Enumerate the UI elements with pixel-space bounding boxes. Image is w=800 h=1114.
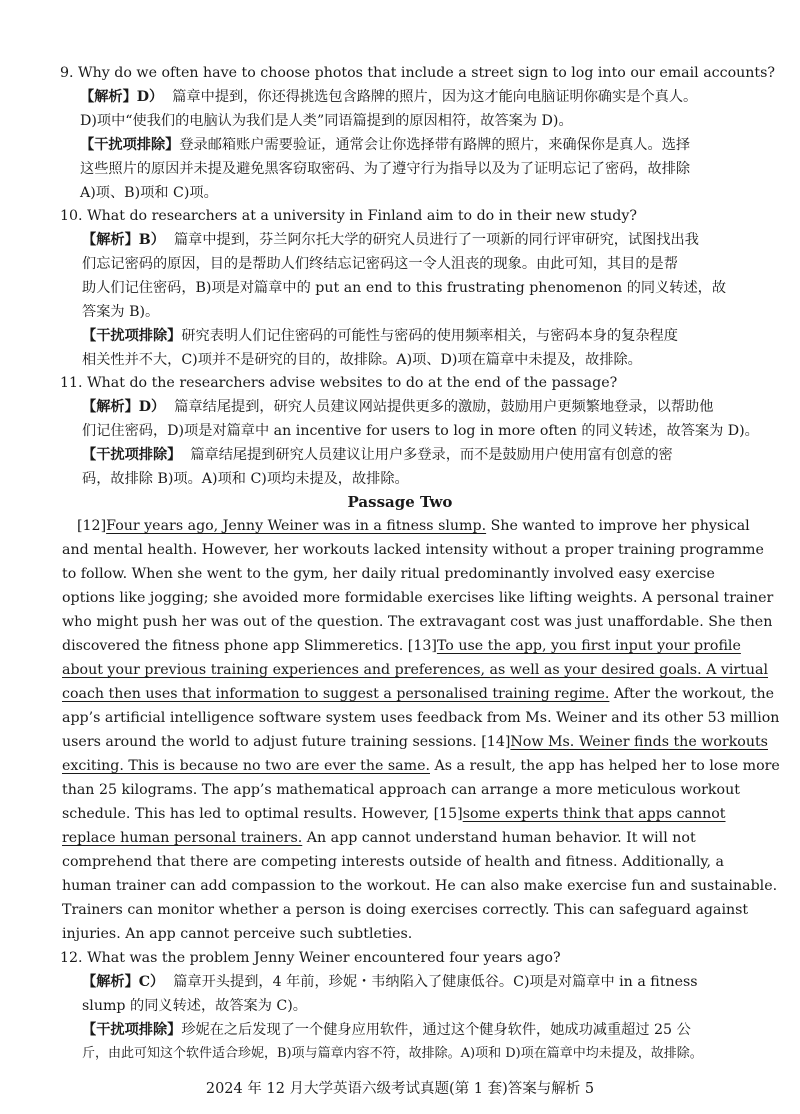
passage-line [62, 636, 741, 658]
analysis-text: 们记住密码，D)项是对篇章中 an incentive for users to log in more often 的同义转述，故答案为 D)。 [82, 423, 759, 439]
analysis-text: 篇章结尾提到，研究人员建议网站提供更多的激励，鼓励用户更频繁地登录，以帮助他 [174, 399, 714, 415]
underlined-sentence: exciting. This is because no two are ever the same. [62, 758, 430, 774]
distractor-text-part: 及，故排除。 [624, 1046, 703, 1061]
analysis-tag: 【解析】B） [82, 232, 165, 248]
passage-line: who might push her was out of the question. The extravagant cost was just unaffordable. She then [62, 614, 773, 630]
passage-line [62, 732, 768, 754]
passage-text: An app cannot understand human behavior. It will not [302, 830, 696, 846]
underlined-sentence: replace human personal trainers. [62, 830, 303, 846]
underlined-sentence: Now Ms. Weiner finds the workouts [510, 734, 768, 750]
distractor-tag: 【干扰项排除】 [82, 328, 182, 344]
analysis-tag: 【解析】C） [82, 974, 165, 990]
passage-text: As a result, the app has helped her to lose more [430, 758, 780, 774]
passage-line [62, 828, 696, 850]
passage-line: injuries. An app cannot perceive such subtleties. [62, 926, 413, 942]
question-11-text: 11. What do the researchers advise websites to do at the end of the passage? [60, 375, 618, 391]
distractor-text: 篇章结尾提到研究人员建议让用户多登录，而不是鼓励用户使用富有创意的密 [190, 447, 673, 463]
passage-text: users around the world to adjust future training sessions. [62, 734, 482, 750]
distractor-line [82, 326, 678, 348]
distractor-tag: 【干扰项排除】 [82, 447, 182, 463]
analysis-line [80, 87, 697, 109]
analysis-tag: 【解析】D） [80, 89, 164, 105]
analysis-text: 们忘记密码的原因，目的是帮助人们终结忘记密码这一令人沮丧的现象。由此可知，其目的是帮 [82, 256, 678, 272]
distractor-line [82, 1020, 691, 1042]
question-9-text: 9. Why do we often have to choose photos that include a street sign to log into our email accounts? [60, 65, 775, 81]
passage-line: to follow. When she went to the gym, her daily ritual predominantly involved easy exercise [62, 566, 715, 582]
distractor-text-part: 斤，由此可知这个软件适合珍妮，B)项与篇章内容不符，故排除。A)项和 D)项在篇章中均未提 [82, 1046, 625, 1061]
passage-line: human trainer can add compassion to the workout. He can also make exercise fun and sustainable. [62, 878, 778, 894]
question-marker-12: [12] [77, 518, 107, 534]
analysis-text: 篇章中提到，你还得挑选包含路牌的照片，因为这才能向电脑证明你确实是个真人。 [172, 89, 698, 105]
distractor-tag: 【干扰项排除】 [82, 1022, 182, 1038]
analysis-line [82, 972, 698, 994]
passage-line: and mental health. However, her workouts lacked intensity without a proper training programme [62, 542, 764, 558]
question-marker-14: [14] [481, 734, 511, 750]
passage-text: After the workout, the [609, 686, 774, 702]
analysis-text: D)项中“使我们的电脑认为我们是人类”同语篇提到的原因相符，故答案为 D)。 [80, 113, 573, 129]
analysis-tag: 【解析】D） [82, 399, 166, 415]
distractor-text: 这些照片的原因并未提及避免黑客窃取密码、为了遵守行为指导以及为了证明忘记了密码，故排除 [80, 161, 691, 177]
passage-line: Trainers can monitor whether a person is doing exercises correctly. This can safeguard against [62, 902, 749, 918]
distractor-text: 码，故排除 B)项。A)项和 C)项均未提及，故排除。 [82, 471, 409, 487]
distractor-text: 珍妮在之后发现了一个健身应用软件，通过这个健身软件，她成功减重超过 25 公 [181, 1022, 691, 1038]
analysis-line [82, 397, 713, 419]
analysis-text: 答案为 B)。 [82, 304, 160, 320]
underlined-sentence: about your previous training experiences and preferences, as well as your desired goals. A virtual [62, 662, 769, 678]
distractor-text: A)项、B)项和 C)项。 [80, 185, 218, 201]
passage-line [62, 804, 726, 826]
distractor-tag: 【干扰项排除】 [80, 137, 180, 153]
distractor-line [80, 135, 690, 157]
passage-text: discovered the fitness phone app Slimmeretics. [62, 638, 408, 654]
distractor-text [82, 1044, 703, 1066]
distractor-text: 相关性并不大，C)项并不是研究的目的，故排除。A)项、D)项在篇章中未提及，故排除。 [82, 352, 642, 368]
question-marker-15: [15] [433, 806, 463, 822]
analysis-line [82, 230, 699, 252]
passage-line [77, 516, 750, 538]
question-10-text: 10. What do researchers at a university in Finland aim to do in their new study? [60, 208, 637, 224]
question-12-text: 12. What was the problem Jenny Weiner encountered four years ago? [60, 950, 561, 966]
distractor-text: 研究表明人们记住密码的可能性与密码的使用频率相关，与密码本身的复杂程度 [181, 328, 678, 344]
passage-line: comprehend that there are competing interests outside of health and fitness. Additionally, a [62, 854, 724, 870]
passage-line: than 25 kilograms. The app’s mathematical approach can arrange a more meticulous workout [62, 782, 740, 798]
underlined-sentence: To use the app, you first input your profile [436, 638, 741, 654]
passage-title: Passage Two [347, 493, 453, 511]
question-marker-13: [13] [407, 638, 437, 654]
distractor-line [82, 445, 673, 467]
passage-text: She wanted to improve her physical [486, 518, 750, 534]
passage-line [62, 660, 768, 682]
distractor-text: 登录邮箱账户需要验证，通常会让你选择带有路牌的照片，来确保你是真人。选择 [179, 137, 691, 153]
analysis-text: 篇章中提到，芬兰阿尔托大学的研究人员进行了一项新的同行评审研究，试图找出我 [173, 232, 699, 248]
underlined-sentence: some experts think that apps cannot [462, 806, 726, 822]
analysis-text: 篇章开头提到，4 年前，珍妮・韦纳陷入了健康低谷。C)项是对篇章中 in a fitness [173, 974, 698, 990]
passage-line [62, 684, 774, 706]
passage-line [62, 756, 780, 778]
analysis-text: 助人们记住密码，B)项是对篇章中的 put an end to this frustrating phenomenon 的同义转述，故 [82, 280, 727, 296]
passage-line: app’s artificial intelligence software system uses feedback from Ms. Weiner and its other 53 million [62, 710, 780, 726]
passage-text: schedule. This has led to optimal results. However, [62, 806, 434, 822]
underlined-sentence: Four years ago, Jenny Weiner was in a fitness slump. [106, 518, 487, 534]
passage-line: options like jogging; she avoided more formidable exercises like lifting weights. A personal trainer [62, 590, 774, 606]
underlined-sentence: coach then uses that information to suggest a personalised training regime. [62, 686, 610, 702]
page-footer: 2024 年 12 月大学英语六级考试真题(第 1 套)答案与解析 5 [205, 1081, 595, 1097]
analysis-text: slump 的同义转述，故答案为 C)。 [82, 998, 307, 1014]
